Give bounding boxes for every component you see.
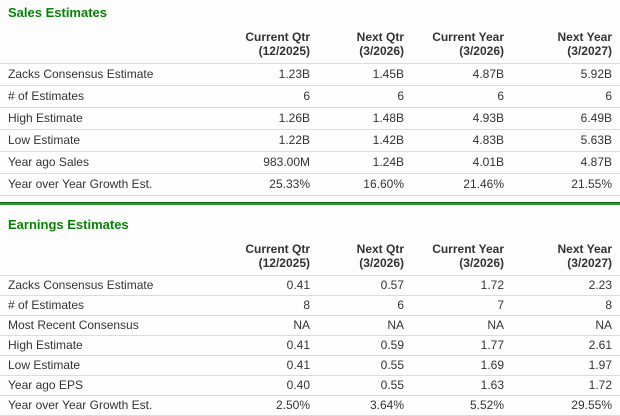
column-header-current-year — [412, 232, 512, 276]
sales-estimates-table — [0, 20, 620, 196]
cell-value: NA — [412, 316, 512, 336]
cell-value: 0.55 — [318, 376, 412, 396]
table-row — [0, 396, 620, 416]
cell-value: 983.00M — [222, 152, 318, 174]
table-row — [0, 64, 620, 86]
column-header-label: Next Year — [557, 242, 612, 256]
column-header-current-qtr — [222, 232, 318, 276]
cell-value: 4.93B — [412, 108, 512, 130]
cell-value: 8 — [222, 296, 318, 316]
cell-value: 2.23 — [512, 276, 620, 296]
cell-value: 16.60% — [318, 174, 412, 196]
cell-value: NA — [318, 316, 412, 336]
earnings-estimates-table — [0, 232, 620, 416]
section-title-earnings: Earnings Estimates — [8, 217, 129, 232]
cell-value: 1.72 — [512, 376, 620, 396]
column-header-label: Next Qtr — [356, 30, 404, 44]
column-header-period: (3/2026) — [359, 256, 404, 270]
row-label: Year ago EPS — [0, 376, 222, 396]
row-label: High Estimate — [0, 336, 222, 356]
column-header-label: Current Year — [432, 242, 504, 256]
cell-value: 1.72 — [412, 276, 512, 296]
table-row — [0, 316, 620, 336]
cell-value: 5.92B — [512, 64, 620, 86]
cell-value: 1.63 — [412, 376, 512, 396]
cell-value: 2.50% — [222, 396, 318, 416]
cell-value: 6 — [318, 296, 412, 316]
cell-value: 3.64% — [318, 396, 412, 416]
table-row — [0, 86, 620, 108]
section-title-sales: Sales Estimates — [8, 5, 108, 20]
row-label: High Estimate — [0, 108, 222, 130]
cell-value: 25.33% — [222, 174, 318, 196]
cell-value: 2.61 — [512, 336, 620, 356]
table-row — [0, 296, 620, 316]
column-header-next-qtr — [318, 232, 412, 276]
header-spacer — [0, 20, 222, 64]
column-header-period: (3/2027) — [567, 256, 612, 270]
column-header-period: (12/2025) — [258, 256, 310, 270]
column-header-label: Next Qtr — [356, 242, 404, 256]
row-label: # of Estimates — [0, 296, 222, 316]
column-header-label: Current Year — [432, 30, 504, 44]
row-label: Zacks Consensus Estimate — [0, 64, 222, 86]
cell-value: 1.24B — [318, 152, 412, 174]
column-header-current-qtr — [222, 20, 318, 64]
cell-value: 1.23B — [222, 64, 318, 86]
cell-value: 5.63B — [512, 130, 620, 152]
cell-value: 7 — [412, 296, 512, 316]
cell-value: 1.48B — [318, 108, 412, 130]
table-row — [0, 174, 620, 196]
cell-value: 6.49B — [512, 108, 620, 130]
cell-value: 0.41 — [222, 336, 318, 356]
cell-value: NA — [222, 316, 318, 336]
row-label: Low Estimate — [0, 130, 222, 152]
header-spacer — [0, 232, 222, 276]
cell-value: 0.40 — [222, 376, 318, 396]
cell-value: 21.46% — [412, 174, 512, 196]
column-header-period: (3/2026) — [459, 44, 504, 58]
cell-value: 0.41 — [222, 276, 318, 296]
cell-value: 1.42B — [318, 130, 412, 152]
cell-value: 1.22B — [222, 130, 318, 152]
cell-value: 6 — [512, 86, 620, 108]
table-row — [0, 356, 620, 376]
row-label: Most Recent Consensus — [0, 316, 222, 336]
column-header-current-year — [412, 20, 512, 64]
column-header-next-year — [512, 232, 620, 276]
cell-value: 0.59 — [318, 336, 412, 356]
table-row — [0, 336, 620, 356]
table-row — [0, 276, 620, 296]
column-header-period: (3/2026) — [359, 44, 404, 58]
cell-value: 6 — [222, 86, 318, 108]
sales-estimates-section — [0, 0, 620, 196]
cell-value: 5.52% — [412, 396, 512, 416]
column-header-next-qtr — [318, 20, 412, 64]
column-header-period: (3/2027) — [567, 44, 612, 58]
cell-value: 1.77 — [412, 336, 512, 356]
cell-value: 0.41 — [222, 356, 318, 376]
cell-value: NA — [512, 316, 620, 336]
cell-value: 0.57 — [318, 276, 412, 296]
cell-value: 1.97 — [512, 356, 620, 376]
row-label: Year over Year Growth Est. — [0, 174, 222, 196]
column-header-period: (3/2026) — [459, 256, 504, 270]
column-header-label: Next Year — [557, 30, 612, 44]
column-header-label: Current Qtr — [245, 242, 310, 256]
cell-value: 29.55% — [512, 396, 620, 416]
table-row — [0, 108, 620, 130]
table-row — [0, 152, 620, 174]
column-header-period: (12/2025) — [258, 44, 310, 58]
cell-value: 1.69 — [412, 356, 512, 376]
row-label: Low Estimate — [0, 356, 222, 376]
cell-value: 21.55% — [512, 174, 620, 196]
header-row — [0, 232, 620, 276]
row-label: # of Estimates — [0, 86, 222, 108]
cell-value: 0.55 — [318, 356, 412, 376]
row-label: Year over Year Growth Est. — [0, 396, 222, 416]
cell-value: 6 — [318, 86, 412, 108]
cell-value: 1.26B — [222, 108, 318, 130]
row-label: Zacks Consensus Estimate — [0, 276, 222, 296]
cell-value: 4.87B — [412, 64, 512, 86]
column-header-next-year — [512, 20, 620, 64]
earnings-estimates-section — [0, 205, 620, 416]
row-label: Year ago Sales — [0, 152, 222, 174]
cell-value: 6 — [412, 86, 512, 108]
table-row — [0, 376, 620, 396]
header-row — [0, 20, 620, 64]
cell-value: 4.01B — [412, 152, 512, 174]
cell-value: 4.87B — [512, 152, 620, 174]
cell-value: 1.45B — [318, 64, 412, 86]
cell-value: 4.83B — [412, 130, 512, 152]
column-header-label: Current Qtr — [245, 30, 310, 44]
table-row — [0, 130, 620, 152]
cell-value: 8 — [512, 296, 620, 316]
